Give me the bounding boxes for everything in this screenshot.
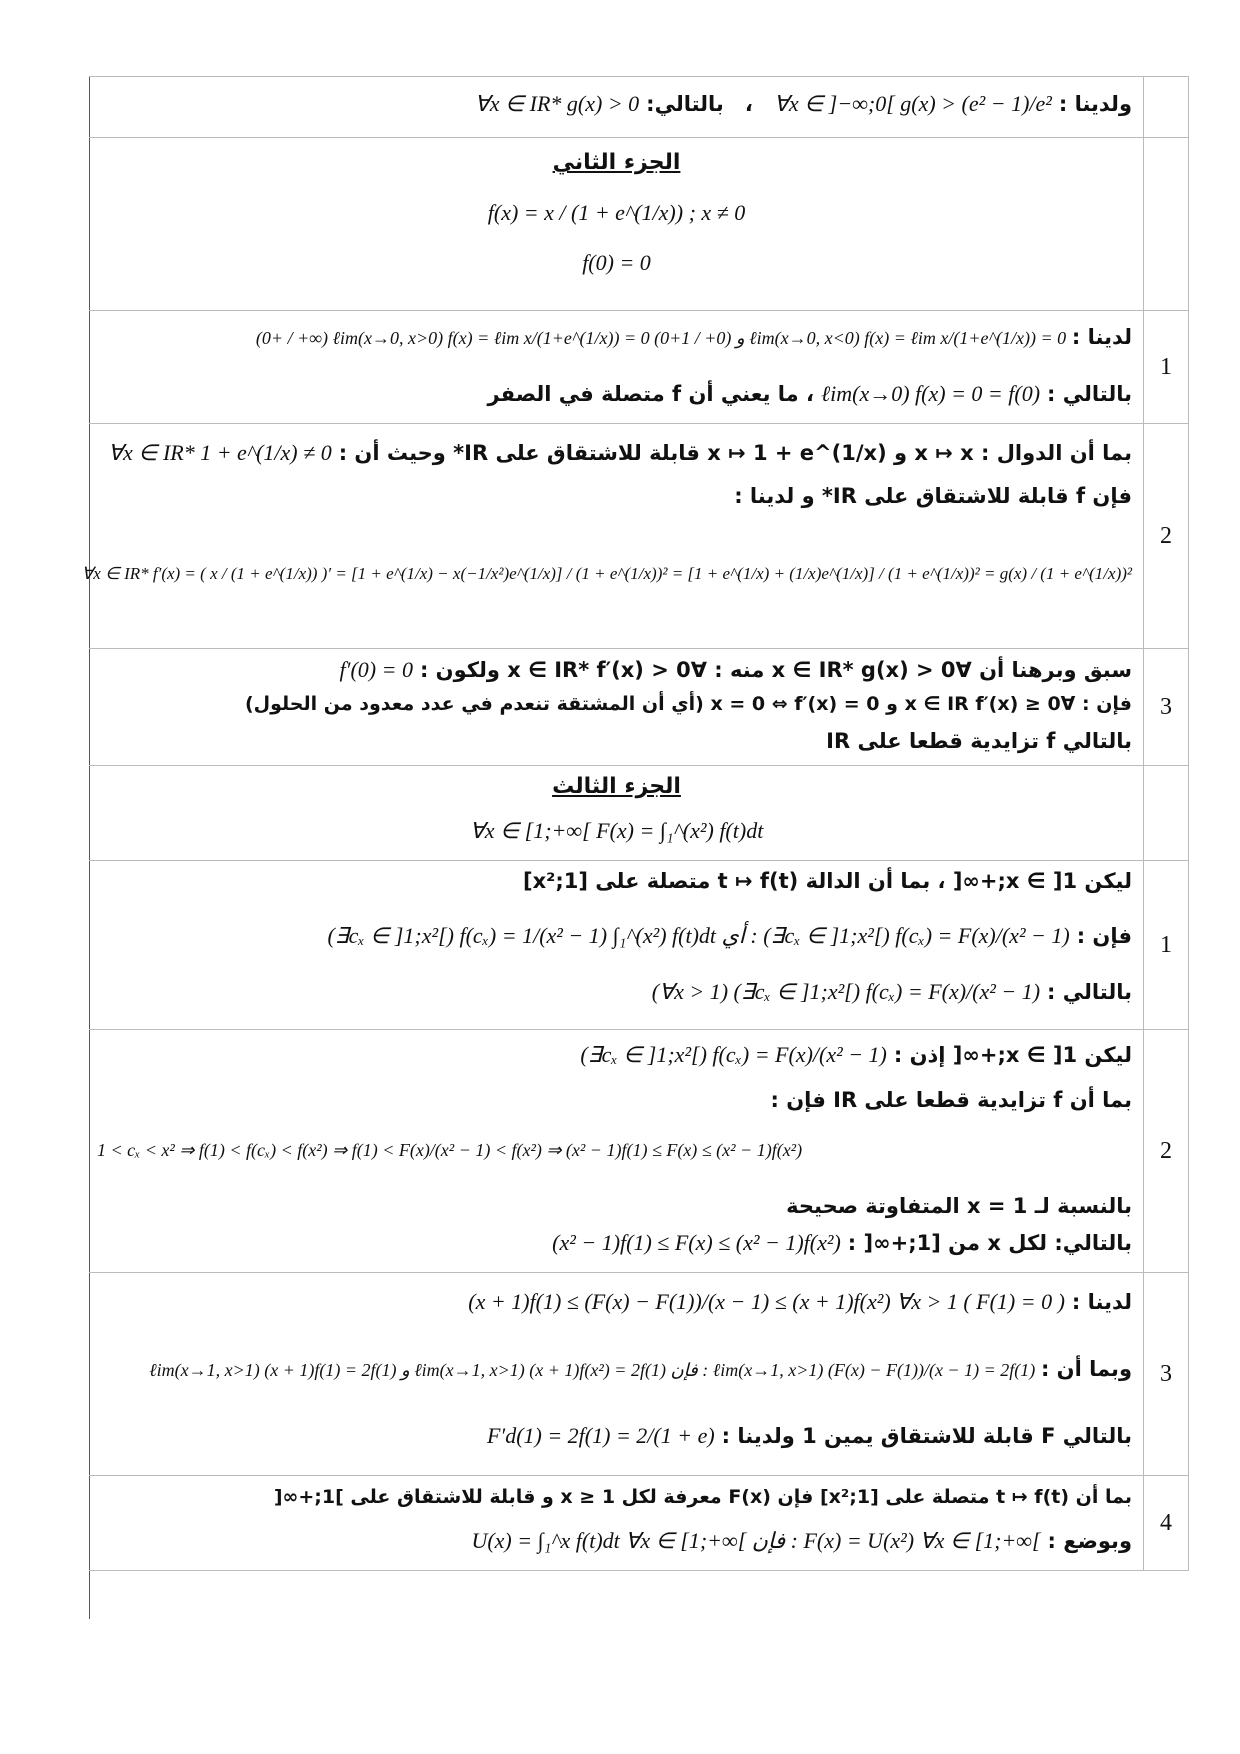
p2r2-l1-text: بما أن الدوال : x ↦ x و x ↦ 1 + e^(1/x) قابلة للاشتقاق على IR* وحيث أن : (338, 441, 1132, 465)
left-margin-column (41, 76, 90, 1619)
part2-title-text: الجزء الثاني (552, 150, 681, 175)
intro-line (97, 91, 1132, 117)
p2r1-line2 (97, 381, 1132, 407)
p3r2-l1-math: (∃cₓ ∈ ]1;x²[) f(cₓ) = F(x)/(x² − 1) (580, 1042, 887, 1067)
part3-row-3 (89, 1273, 1189, 1476)
part2-row-1 (89, 311, 1189, 424)
p3r3-line1 (97, 1289, 1132, 1315)
row-number-empty (1143, 77, 1188, 137)
part2-def-line1 (89, 200, 1144, 226)
p2r1-l1-text: لدينا : (1071, 325, 1132, 349)
p3r3-l3-math: F′d(1) = 2f(1) = 2/(1 + e) (486, 1423, 715, 1448)
p3r2-line3 (97, 1140, 1132, 1161)
p3r1-line2 (97, 923, 1132, 949)
p2r2-derivative: ∀x ∈ IR* f′(x) = ( x / (1 + e^(1/x)) )′ = [1 + e^(1/x) − x(−1/x²)e^(1/x)] / (1 + e^(1/x))² = [1 + e^(1/x) + (1/x)e^(1/x)] / (1 + e^(1/x))² = g(x) / (1 + e^(1/x))² (81, 564, 1132, 583)
part3-row-2 (89, 1030, 1189, 1273)
intro-text: ولدينا : (1058, 92, 1132, 116)
p3r3-l3-text: بالتالي F قابلة للاشتقاق يمين 1 ولدينا : (721, 1424, 1132, 1448)
part2-row-3 (89, 649, 1189, 766)
part3-row-4 (89, 1476, 1189, 1571)
p3r3-l2-text: وبما أن : (1040, 1357, 1132, 1381)
p2r1-l2-end: ، ما يعني أن f متصلة في الصفر (487, 382, 814, 406)
p3r4-line2 (97, 1528, 1132, 1554)
intro-math-b: ∀x ∈ IR* g(x) > 0 (474, 91, 640, 116)
part2-heading-row (89, 138, 1189, 311)
p3r2-line1 (97, 1042, 1132, 1068)
p3r2-chain: 1 < cₓ < x² ⇒ f(1) < f(cₓ) < f(x²) ⇒ f(1) < F(x)/(x² − 1) < f(x²) ⇒ (x² − 1)f(1) ≤ F(x) ≤ (x² − 1)f(x²) (97, 1140, 803, 1160)
row-number: 1 (1143, 861, 1188, 1029)
p3r3-line3 (97, 1423, 1132, 1449)
row-number-empty (1143, 138, 1188, 310)
p2r1-l2-math: ℓim(x→0) f(x) = 0 = f(0) (820, 381, 1041, 406)
p3r3-l2-math: ℓim(x→1, x>1) (x + 1)f(1) = 2f(1) و ℓim(x→1, x>1) (x + 1)f(x²) = 2f(1) فإن : ℓim(x→1, x>1) (F(x) − F(1))/(x − 1) = 2f(1) (149, 1360, 1036, 1380)
p2r1-l2-text: بالتالي : (1047, 382, 1132, 406)
row-number: 4 (1143, 1476, 1188, 1570)
row-number: 3 (1143, 649, 1188, 765)
p2r3-l1-math: f′(0) = 0 (339, 657, 413, 682)
p3r2-l1-text: ليكن x ∈ ]1;+∞[ إذن : (893, 1043, 1132, 1067)
part3-title (89, 774, 1144, 799)
intro-separator: ، (744, 92, 753, 116)
p3r1-line3 (97, 979, 1132, 1005)
p2r2-line1 (97, 440, 1132, 466)
p3r2-l5-text: بالتالي: لكل x من [1;+∞[ : (847, 1231, 1132, 1255)
p2r1-l1-math: (0+ / +∞) ℓim(x→0, x>0) f(x) = ℓim x/(1+e^(1/x)) = 0 و (0+ / 1+0) ℓim(x→0, x<0) f(x) = ℓim x/(1+e^(1/x)) = 0 (255, 328, 1067, 348)
p3r2-line2 (97, 1088, 1132, 1113)
part2-row-2 (81, 424, 1189, 649)
p3r3-l1-text: لدينا : (1071, 1290, 1132, 1314)
p3r1-l3-math: (∀x > 1) (∃cₓ ∈ ]1;x²[) f(cₓ) = F(x)/(x² − 1) (651, 979, 1041, 1004)
p2r2-l1-math: ∀x ∈ IR* 1 + e^(1/x) ≠ 0 (107, 440, 332, 465)
row-number: 2 (1143, 424, 1188, 648)
part3-def-math: ∀x ∈ [1;+∞[ F(x) = ∫₁^(x²) f(t)dt (469, 818, 764, 843)
p2r3-line1 (97, 657, 1132, 683)
p3r1-l2-text: فإن : (1076, 924, 1132, 948)
p3r2-l4-text: بالنسبة لـ x = 1 المتفاوتة صحيحة (786, 1194, 1132, 1218)
row-number: 2 (1143, 1030, 1188, 1272)
part3-def (89, 818, 1144, 844)
p3r2-line5 (97, 1230, 1132, 1256)
p3r1-l1-text: ليكن x ∈ ]1;+∞[ ، بما أن الدالة t ↦ f(t) متصلة على [1;x²] (522, 869, 1132, 893)
p2r3-l1-text: سبق وبرهنا أن ∀x ∈ IR* g(x) > 0 منه : ∀x ∈ IR* f′(x) > 0 ولكون : (419, 658, 1132, 682)
p3r2-l2-text: بما أن f تزايدية قطعا على IR فإن : (770, 1088, 1132, 1112)
p3r4-l2-math: U(x) = ∫₁^x f(t)dt ∀x ∈ [1;+∞[ فإن : F(x) = U(x²) ∀x ∈ [1;+∞[ (471, 1528, 1041, 1553)
p3r2-l5-math: (x² − 1)f(1) ≤ F(x) ≤ (x² − 1)f(x²) (552, 1230, 841, 1255)
solution-table (81, 76, 1189, 1571)
p3r3-l1-math: (x + 1)f(1) ≤ (F(x) − F(1))/(x − 1) ≤ (x + 1)f(x²) ∀x > 1 ( F(1) = 0 ) (468, 1289, 1065, 1314)
p3r1-l3-text: بالتالي : (1047, 980, 1132, 1004)
intro-row (89, 77, 1189, 138)
row-number-empty (1143, 766, 1188, 860)
p2r3-line2 (97, 693, 1132, 715)
part2-title (89, 150, 1144, 175)
part3-row-1 (89, 861, 1189, 1030)
p3r1-l2-math: (∃cₓ ∈ ]1;x²[) f(cₓ) = 1/(x² − 1) ∫₁^(x²) f(t)dt أي : (∃cₓ ∈ ]1;x²[) f(cₓ) = F(x)/(x² − 1) (327, 923, 1070, 948)
part3-heading-row (89, 766, 1189, 861)
p2r2-line3 (81, 564, 1132, 584)
intro-then: بالتالي: (646, 92, 724, 116)
part2-def1: f(x) = x / (1 + e^(1/x)) ; x ≠ 0 (487, 200, 746, 225)
p3r2-line4 (97, 1194, 1132, 1219)
p3r1-line1 (97, 869, 1132, 894)
p3r3-line2 (97, 1357, 1132, 1381)
p3r4-line1 (97, 1486, 1132, 1508)
part3-title-text: الجزء الثالث (552, 774, 681, 799)
row-number: 1 (1143, 311, 1188, 423)
p2r3-line3 (97, 729, 1132, 754)
row-number: 3 (1143, 1273, 1188, 1475)
part2-def-line2 (89, 250, 1144, 276)
intro-math-a: ∀x ∈ ]−∞;0[ g(x) > (e² − 1)/e² (773, 91, 1052, 116)
part2-def2: f(0) = 0 (582, 250, 651, 275)
p2r3-l2-text: فإن : ∀x ∈ IR f′(x) ≥ 0 و x = 0 ⇔ f′(x) = 0 (أي أن المشتقة تنعدم في عدد معدود من الحلول) (244, 693, 1132, 715)
p2r2-l2-text: فإن f قابلة للاشتقاق على IR* و لدينا : (734, 484, 1132, 508)
p3r4-l1-text: بما أن t ↦ f(t) متصلة على [1;x²] فإن F(x) معرفة لكل x ≥ 1 و قابلة للاشتقاق على ]1;+∞[ (273, 1486, 1132, 1508)
p2r2-line2 (97, 484, 1132, 509)
p3r4-l2-text: وبوضع : (1047, 1529, 1132, 1553)
p2r3-l3-text: بالتالي f تزايدية قطعا على IR (826, 729, 1132, 753)
p2r1-line1 (97, 325, 1132, 349)
